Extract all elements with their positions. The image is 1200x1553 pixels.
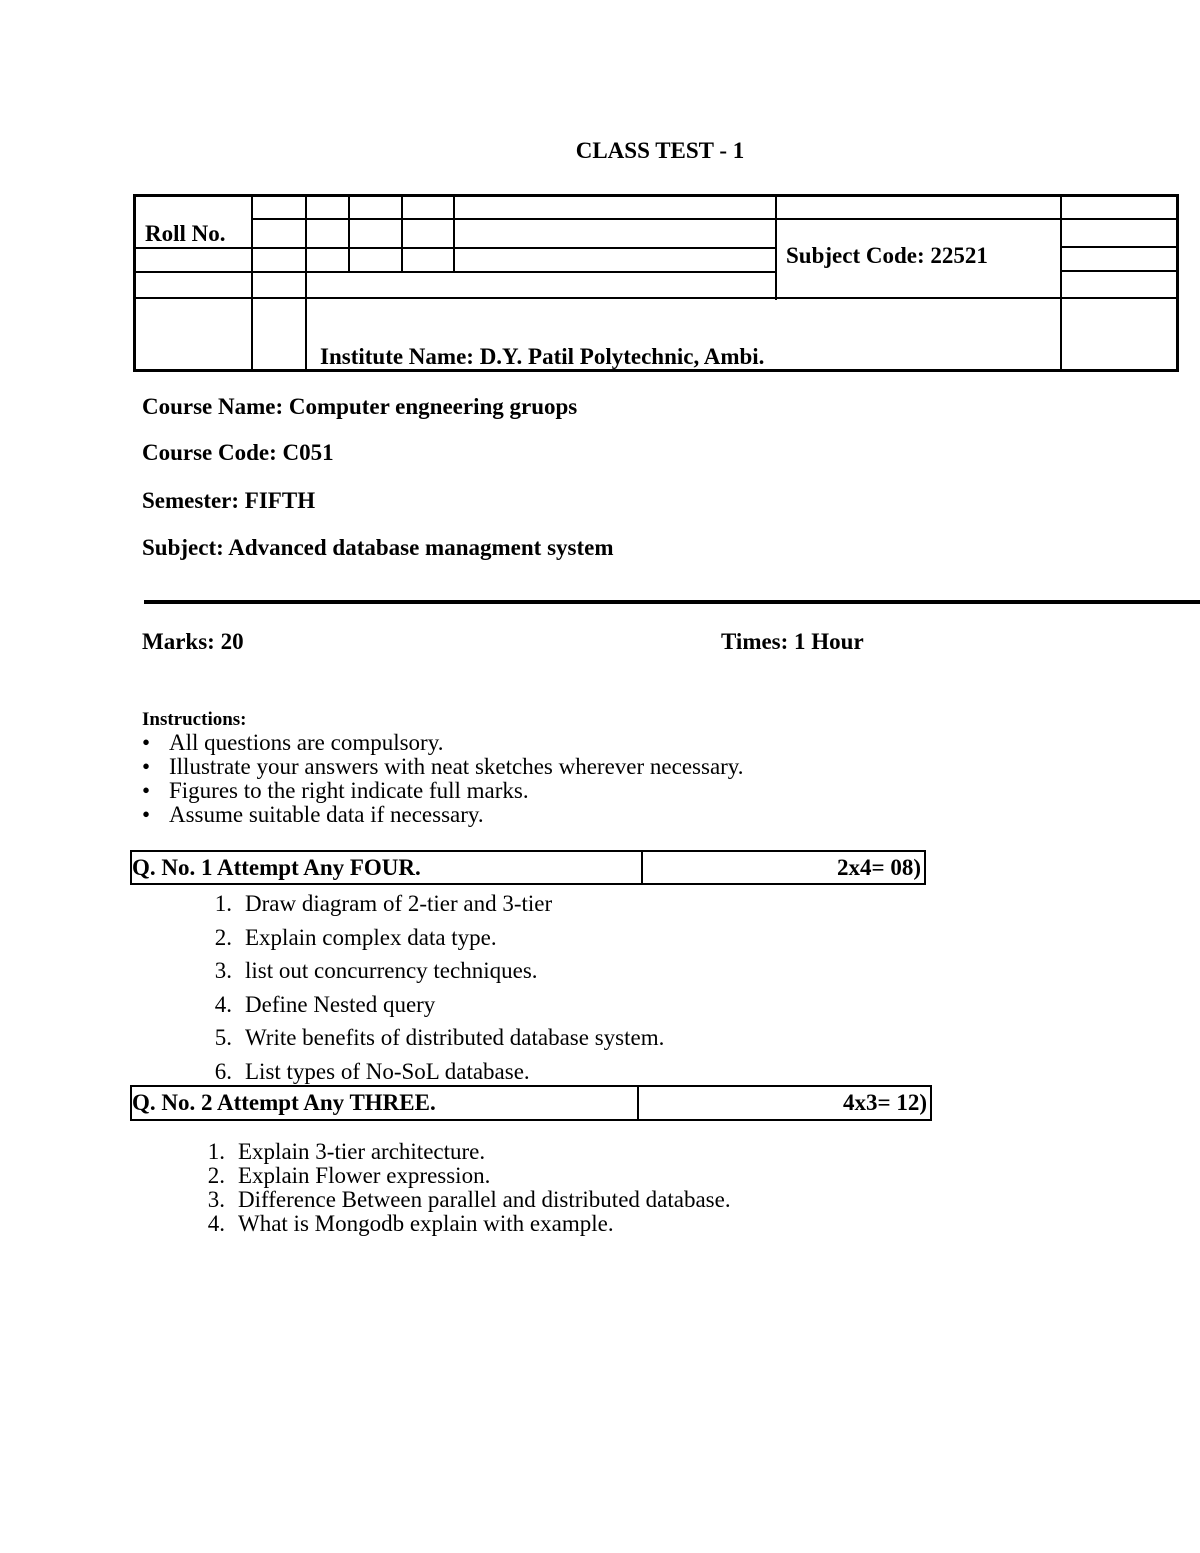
grid-line (133, 297, 1178, 299)
instruction-item: • All questions are compulsory. (142, 731, 744, 755)
question-2-list (0, 1140, 1200, 1236)
instructions-heading: Instructions: (142, 709, 247, 730)
list-item: 2. Explain Flower expression. (207, 1163, 491, 1188)
question-1-list (0, 887, 1200, 1088)
grid-line (401, 194, 403, 273)
question-1-label: Q. No. 1 Attempt Any FOUR. (132, 852, 643, 883)
page-title: CLASS TEST - 1 (575, 138, 745, 163)
time: Times: 1 Hour (721, 629, 864, 654)
subject-code: Subject Code: 22521 (786, 243, 988, 268)
grid-line (453, 194, 455, 273)
list-item: 6. List types of No-SoL database. (214, 1058, 530, 1084)
instruction-item: • Illustrate your answers with neat sketches wherever necessary. (142, 755, 744, 779)
marks: Marks: 20 (142, 629, 244, 654)
grid-line (1060, 270, 1178, 272)
question-2-marks: 4x3= 12) (842, 1090, 927, 1115)
question-1-marks: 2x4= 08) (836, 854, 921, 880)
list-item: 1. Explain 3-tier architecture. (207, 1139, 486, 1164)
grid-line (348, 194, 350, 273)
list-item: 5. Write benefits of distributed database system. (214, 1025, 665, 1050)
roll-no-label: Roll No. (145, 221, 226, 246)
semester: Semester: FIFTH (142, 488, 316, 513)
list-item: 1. Draw diagram of 2-tier and 3-tier (214, 891, 553, 916)
grid-line (1060, 246, 1178, 248)
question-2-header (130, 1085, 932, 1121)
grid-line (251, 218, 777, 220)
instruction-item: • Figures to the right indicate full marks. (142, 779, 744, 803)
grid-line (1176, 194, 1179, 372)
divider-rule (144, 600, 1200, 604)
grid-line (251, 194, 253, 370)
list-item: 3. list out concurrency techniques. (214, 958, 538, 983)
subject: Subject: Advanced database managment system (142, 535, 614, 560)
list-item: 4. What is Mongodb explain with example. (207, 1211, 614, 1236)
list-item: 4. Define Nested query (214, 991, 436, 1017)
grid-line (133, 271, 777, 273)
instruction-item: • Assume suitable data if necessary. (142, 803, 744, 827)
grid-line (305, 194, 307, 370)
question-1-header (130, 850, 926, 885)
grid-line (775, 218, 1062, 220)
grid-line (133, 247, 777, 249)
grid-line (133, 194, 136, 372)
course-code: Course Code: C051 (142, 440, 334, 465)
list-item: 3. Difference Between parallel and distributed database. (207, 1187, 731, 1212)
question-2-label: Q. No. 2 Attempt Any THREE. (132, 1087, 639, 1119)
instructions-list (142, 731, 744, 827)
grid-line (1060, 194, 1062, 370)
course-name: Course Name: Computer engneering gruops (142, 394, 578, 419)
grid-line (133, 194, 1179, 197)
grid-line (1060, 218, 1178, 220)
list-item: 2. Explain complex data type. (214, 924, 497, 950)
institute-name: Institute Name: D.Y. Patil Polytechnic, Ambi. (320, 344, 765, 369)
